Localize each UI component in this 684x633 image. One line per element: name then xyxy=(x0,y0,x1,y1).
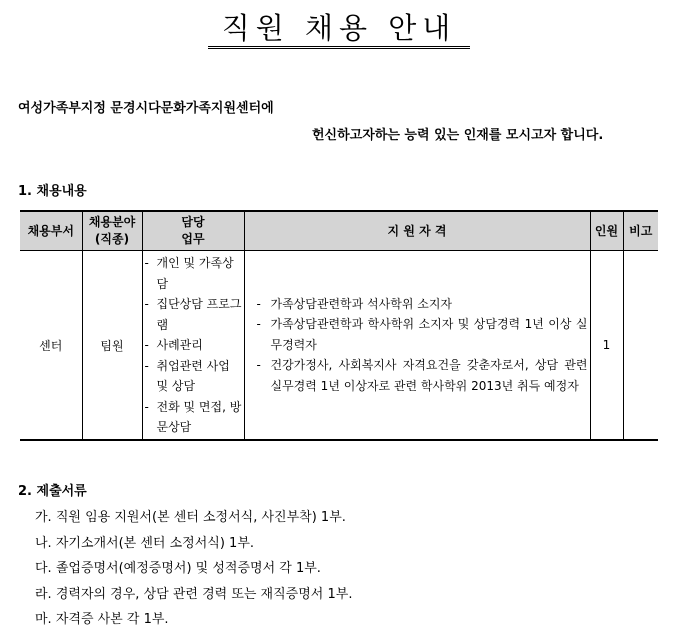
list-item: 마. 자격증 사본 각 1부. xyxy=(35,612,169,627)
header-duty xyxy=(142,211,244,251)
header-field xyxy=(82,211,142,251)
header-dept: 채용부서 xyxy=(20,211,82,251)
cell-dept: 센터 xyxy=(20,251,82,441)
duty-item: - 전화 및 면접, 방문상담 xyxy=(143,397,244,438)
duty-item: - 취업관련 사업 및 상담 xyxy=(143,356,244,397)
intro-line-2: 헌신하고자하는 능력 있는 인재를 모시고자 합니다. xyxy=(312,128,604,143)
page-title: 직원 채용 안내 xyxy=(208,10,470,49)
recruitment-table xyxy=(20,210,658,441)
cell-headcount: 1 xyxy=(590,251,623,441)
qualification-item: - 가족상담관련학과 석사학위 소지자 xyxy=(257,294,588,315)
header-duty-line2: 업무 xyxy=(181,232,205,246)
table-row xyxy=(20,251,658,441)
list-item: 나. 자기소개서(본 센터 소정서식) 1부. xyxy=(35,535,255,551)
duty-item: - 집단상담 프로그램 xyxy=(143,294,244,335)
list-item: 다. 졸업증명서(예정증명서) 및 성적증명서 각 1부. xyxy=(35,561,321,576)
cell-field: 팀원 xyxy=(82,251,142,441)
header-field-line1: 채용분야 xyxy=(88,215,136,229)
list-item: 라. 경력자의 경우, 상담 관련 경력 또는 재직증명서 1부. xyxy=(35,586,353,602)
header-field-line2: (직종) xyxy=(94,232,130,246)
header-headcount: 인원 xyxy=(590,211,623,251)
header-qualification: 지 원 자 격 xyxy=(244,211,590,251)
duty-item: - 사례관리 xyxy=(143,335,244,356)
duty-item: - 개인 및 가족상담 xyxy=(143,253,244,294)
qualification-item: - 건강가정사, 사회복지사 자격요건을 갖춘자로서, 상담 관련 실무경력 1년 이상자로 관련 학사학위 2013년 취득 예정자 xyxy=(257,355,588,396)
header-remarks: 비고 xyxy=(623,211,658,251)
intro-line-1: 여성가족부지정 문경시다문화가족지원센터에 xyxy=(18,101,274,116)
header-duty-line1: 담당 xyxy=(181,215,205,229)
section-heading-recruitment: 1. 채용내용 xyxy=(18,184,87,199)
documents-list xyxy=(35,505,352,633)
cell-duties xyxy=(142,251,244,441)
cell-qualifications xyxy=(244,251,590,441)
table-header-row xyxy=(20,211,658,251)
list-item: 가. 직원 임용 지원서(본 센터 소정서식, 사진부착) 1부. xyxy=(35,510,346,525)
cell-remarks xyxy=(623,251,658,441)
qualification-item: - 가족상담관련학과 학사학위 소지자 및 상담경력 1년 이상 실무경력자 xyxy=(257,314,588,355)
section-heading-documents: 2. 제출서류 xyxy=(18,484,87,499)
